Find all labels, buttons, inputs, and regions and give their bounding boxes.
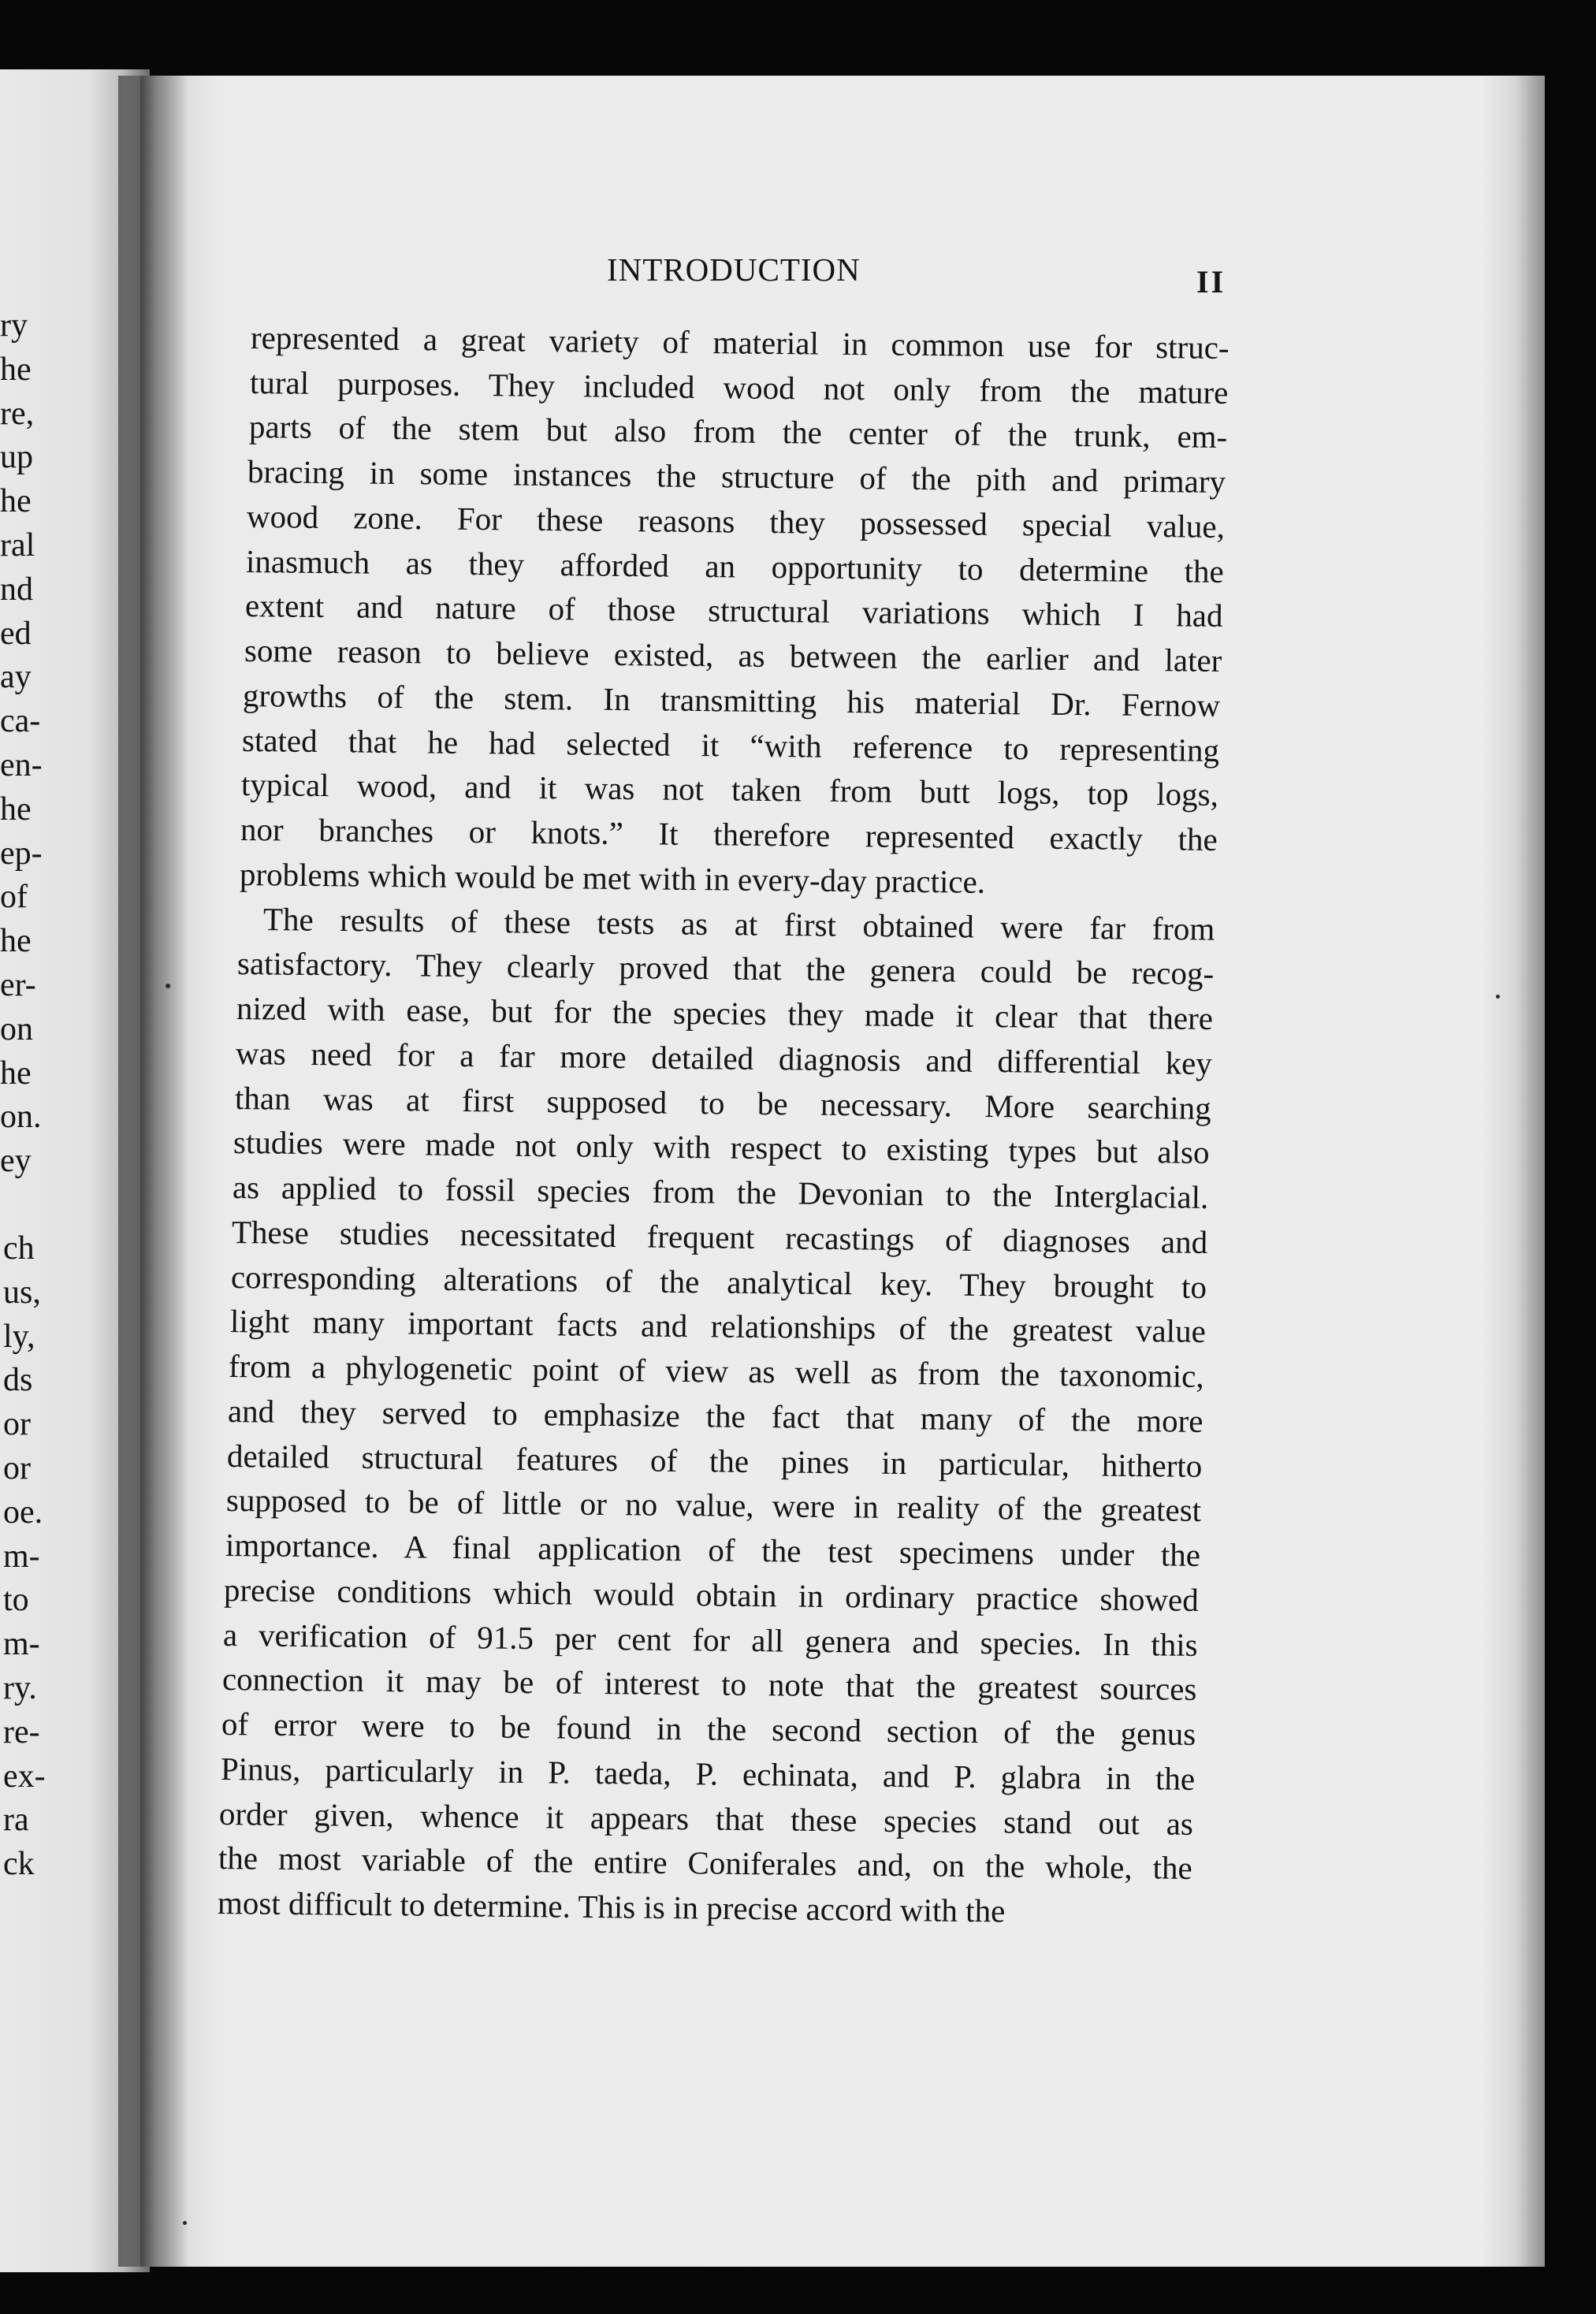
body-line: as applied to fossil species from the Devonian to the Interglacial. [232, 1169, 1209, 1216]
body-line: supposed to be of little or no value, were in reality of the greatest [225, 1482, 1202, 1529]
facing-page-fragment: ral [0, 527, 35, 564]
facing-page-fragment: on [0, 1010, 33, 1047]
body-line: represented a great variety of material in common use for struc- [250, 319, 1230, 366]
body-line: parts of the stem but also from the center of the trunk, em- [248, 408, 1228, 456]
body-line: growths of the stem. In transmitting his material Dr. Fernow [243, 676, 1221, 724]
facing-page-fragment: of [0, 879, 28, 916]
body-line: importance. A final application of the test specimens under the [225, 1527, 1200, 1573]
body-line: wood zone. For these reasons they possessed special value, [246, 497, 1226, 545]
body-line: was need for a far more detailed diagnosis and differential key [235, 1034, 1212, 1081]
body-line: order given, whence it appears that these species stand out as [219, 1795, 1194, 1842]
body-line: nor branches or knots.” It therefore represented exactly the [240, 811, 1218, 858]
facing-page-fragment: ck [3, 1846, 35, 1883]
body-line: stated that he had selected it “with reference to representing [241, 721, 1220, 768]
body-line: some reason to believe existed, as between the earlier and later [244, 632, 1222, 679]
facing-page-fragment: he [0, 351, 32, 388]
paragraph-first-line: The results of these tests as at first obtained were far from [263, 900, 1215, 947]
facing-page-fragment: er- [0, 967, 36, 1003]
facing-page-fragment: ra [3, 1802, 29, 1839]
body-line: precise conditions which would obtain in ordinary practice showed [224, 1571, 1200, 1618]
body-line: studies were made not only with respect to existing types but also [233, 1124, 1211, 1171]
facing-page-fragment: or [3, 1450, 31, 1486]
print-speck [166, 984, 170, 988]
body-line: and they served to emphasize the fact that many of the more [227, 1392, 1204, 1439]
body-line: connection it may be of interest to note that the greatest sources [221, 1661, 1197, 1708]
body-line: bracing in some instances the structure of the pith and primary [247, 453, 1226, 500]
facing-page-fragment: ay [0, 659, 32, 696]
facing-page-fragment: on. [0, 1099, 42, 1136]
facing-page-fragment: oe. [3, 1494, 43, 1531]
body-line: detailed structural features of the pines in particular, hitherto [226, 1437, 1203, 1484]
facing-page-fragment: he [0, 923, 32, 960]
body-line: These studies necessitated frequent recastings of diagnoses and [231, 1213, 1208, 1260]
body-line: tural purposes. They included wood not only from the mature [249, 363, 1229, 411]
body-line: Pinus, particularly in P. taeda, P. echinata, and P. glabra in the [220, 1750, 1195, 1797]
running-head-title: INTRODUCTION [607, 251, 861, 288]
body-line: the most variable of the entire Coniferales and, on the whole, the [218, 1840, 1193, 1887]
facing-page-fragment: ed [0, 615, 32, 652]
facing-page-fragment: nd [0, 571, 33, 608]
facing-page-fragment: ry [0, 307, 28, 344]
facing-page-fragment: ex- [3, 1758, 46, 1795]
print-speck [183, 2221, 187, 2225]
facing-page-fragment: ly, [3, 1318, 35, 1355]
facing-page-fragment: us, [3, 1274, 41, 1311]
facing-page-fragment: ey [0, 1143, 32, 1180]
facing-page-fragment: m- [3, 1626, 40, 1663]
facing-page-fragment: ep- [0, 835, 43, 872]
print-speck [1496, 995, 1500, 999]
facing-page-fragment: he [0, 1055, 32, 1092]
facing-page-fragment: ds [3, 1362, 33, 1399]
facing-page-fragment: he [0, 483, 32, 520]
body-line: extent and nature of those structural variations which I had [244, 587, 1223, 634]
body-line: light many important facts and relationships of the greatest value [229, 1303, 1206, 1350]
facing-page-fragment: up [0, 439, 33, 476]
facing-page-fragment: to [3, 1582, 29, 1619]
body-line: a verification of 91.5 per cent for all genera and species. In this [222, 1616, 1199, 1663]
body-line: from a phylogenetic point of view as well as from the taxonomic, [229, 1348, 1205, 1395]
body-line: corresponding alterations of the analytical key. They brought to [230, 1258, 1207, 1305]
facing-page-fragment: ry. [3, 1670, 37, 1706]
body-line: nized with ease, but for the species they made it clear that there [236, 990, 1214, 1037]
body-line: most difficult to determine. This is in precise accord with the [217, 1884, 1006, 1929]
body-line: of error were to be found in the second section of the genus [221, 1706, 1196, 1752]
facing-page-fragment: re, [0, 395, 35, 432]
facing-page-fragment: ca- [0, 703, 41, 740]
facing-page-fragment: re- [3, 1713, 40, 1750]
body-line: typical wood, and it was not taken from butt logs, top logs, [240, 766, 1219, 813]
body-line: inasmuch as they afforded an opportunity to determine the [245, 542, 1224, 590]
facing-page-fragment: en- [0, 747, 43, 783]
facing-page-fragment: or [3, 1406, 31, 1443]
page-number: II [1196, 264, 1226, 299]
facing-page-fragment: m- [3, 1538, 40, 1575]
body-line: problems which would be met with in every-day practice. [239, 855, 985, 900]
facing-page-fragment: ch [3, 1230, 35, 1267]
facing-page-fragment: he [0, 791, 32, 828]
body-line: than was at first supposed to be necessary. More searching [234, 1079, 1211, 1126]
body-line: satisfactory. They clearly proved that the genera could be recog- [236, 945, 1215, 992]
